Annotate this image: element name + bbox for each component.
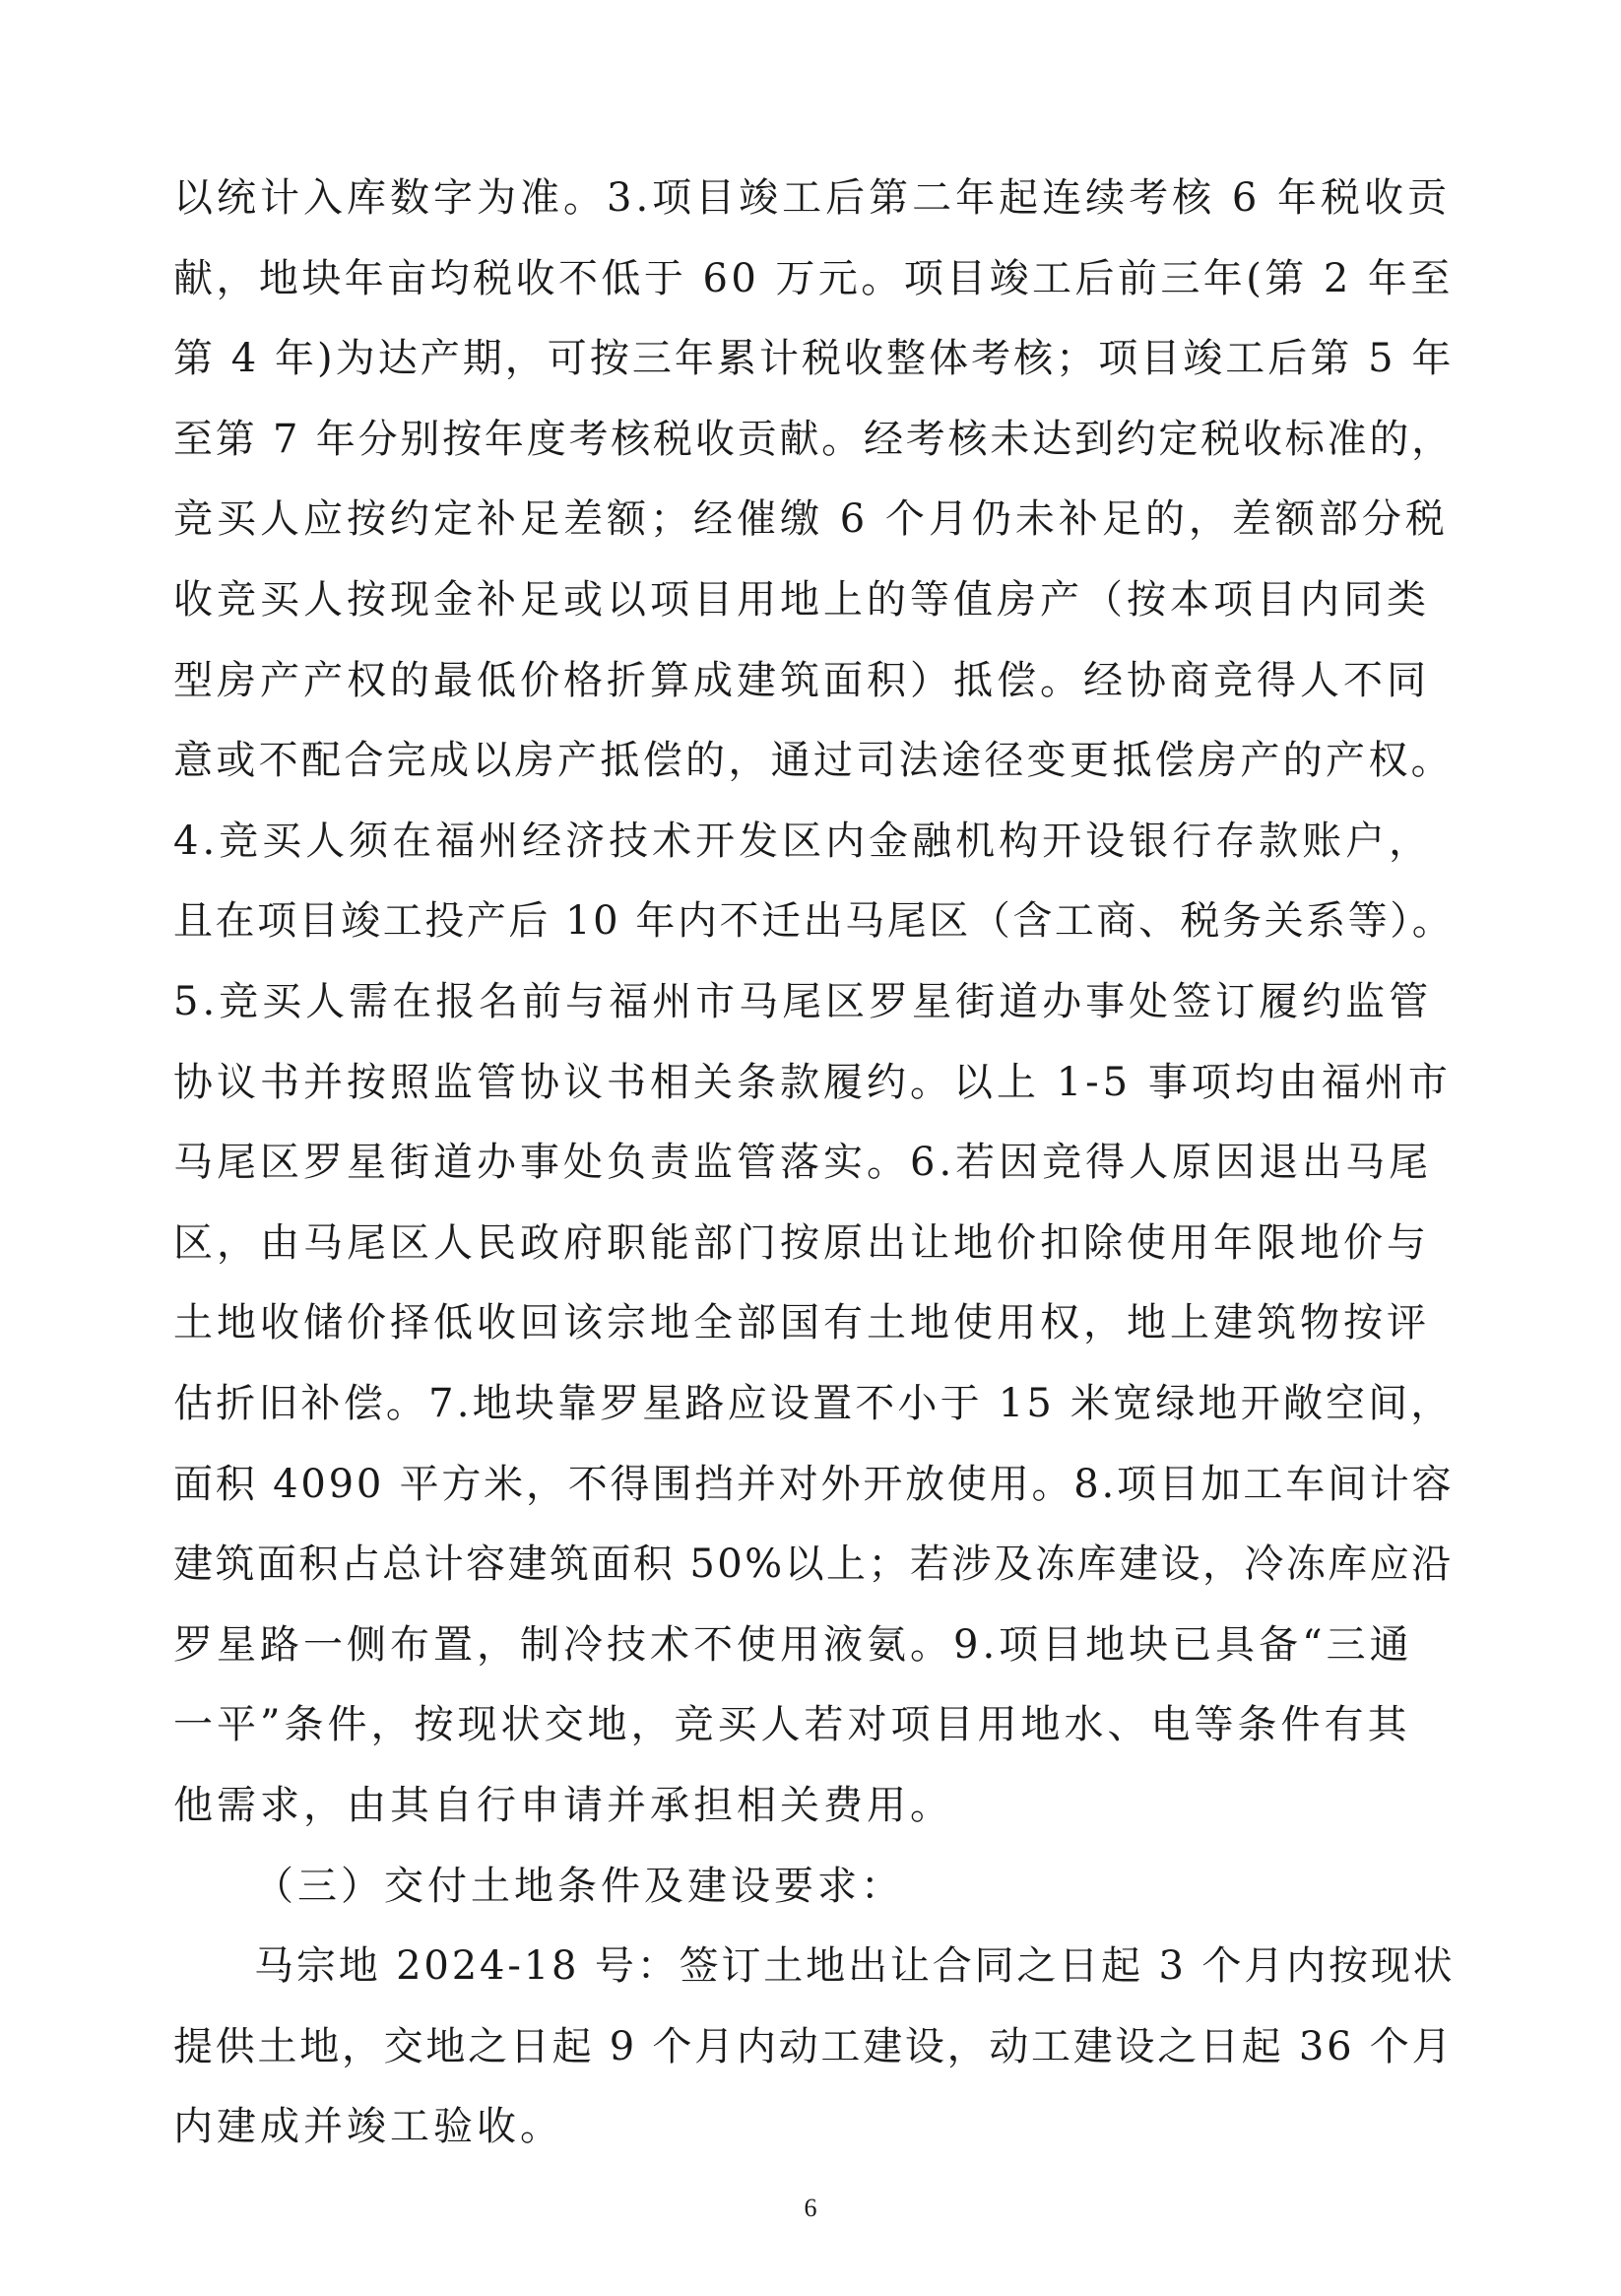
body-line-10: 且在项目竣工投产后 10 年内不迁出马尾区（含工商、税务关系等）。	[173, 898, 1455, 944]
body-line-18: 建筑面积占总计容建筑面积 50%以上；若涉及冻库建设，冷冻库应沿	[173, 1542, 1454, 1587]
body-line-21: 他需求，由其自行申请并承担相关费用。	[173, 1783, 953, 1828]
body-line-24: 提供土地，交地之日起 9 个月内动工建设，动工建设之日起 36 个月	[173, 2024, 1455, 2069]
body-line-15: 土地收储价择低收回该宗地全部国有土地使用权，地上建筑物按评	[173, 1300, 1430, 1345]
body-line-20: 一平”条件，按现状交地，竞买人若对项目用地水、电等条件有其	[173, 1702, 1411, 1747]
section-heading: （三）交付土地条件及建设要求：	[254, 1864, 904, 1909]
body-line-17: 面积 4090 平方米，不得围挡并对外开放使用。8.项目加工车间计容	[173, 1462, 1455, 1507]
body-line-8: 意或不配合完成以房产抵偿的，通过司法途径变更抵偿房产的产权。	[173, 738, 1454, 783]
body-line-16: 估折旧补偿。7.地块靠罗星路应设置不小于 15 米宽绿地开敞空间，	[173, 1381, 1454, 1426]
body-line-23: 马宗地 2024-18 号：签订土地出让合同之日起 3 个月内按现状	[254, 1943, 1456, 1989]
body-line-12: 协议书并按照监管协议书相关条款履约。以上 1-5 事项均由福州市	[173, 1060, 1452, 1105]
body-line-5: 竞买人应按约定补足差额；经催缴 6 个月仍未补足的，差额部分税	[173, 496, 1449, 542]
page-number: 6	[804, 2194, 817, 2222]
body-line-13: 马尾区罗星街道办事处负责监管落实。6.若因竞得人原因退出马尾	[173, 1140, 1433, 1185]
body-line-3: 第 4 年)为达产期，可按三年累计税收整体考核；项目竣工后第 5 年	[173, 336, 1455, 381]
body-line-2: 献，地块年亩均税收不低于 60 万元。项目竣工后前三年(第 2 年至	[173, 256, 1454, 301]
body-line-7: 型房产产权的最低价格折算成建筑面积）抵偿。经协商竞得人不同	[173, 658, 1430, 703]
body-line-25: 内建成并竣工验收。	[173, 2104, 563, 2149]
body-line-6: 收竞买人按现金补足或以项目用地上的等值房产（按本项目内同类	[173, 577, 1430, 623]
body-line-1: 以统计入库数字为准。3.项目竣工后第二年起连续考核 6 年税收贡	[173, 175, 1452, 221]
body-line-19: 罗星路一侧布置，制冷技术不使用液氨。9.项目地块已具备“三通	[173, 1622, 1413, 1668]
body-line-14: 区，由马尾区人民政府职能部门按原出让地价扣除使用年限地价与	[173, 1220, 1430, 1266]
body-line-11: 5.竞买人需在报名前与福州市马尾区罗星街道办事处签订履约监管	[173, 979, 1433, 1024]
body-line-9: 4.竞买人须在福州经济技术开发区内金融机构开设银行存款账户，	[173, 819, 1433, 864]
body-line-4: 至第 7 年分别按年度考核税收贡献。经考核未达到约定税收标准的，	[173, 417, 1454, 462]
